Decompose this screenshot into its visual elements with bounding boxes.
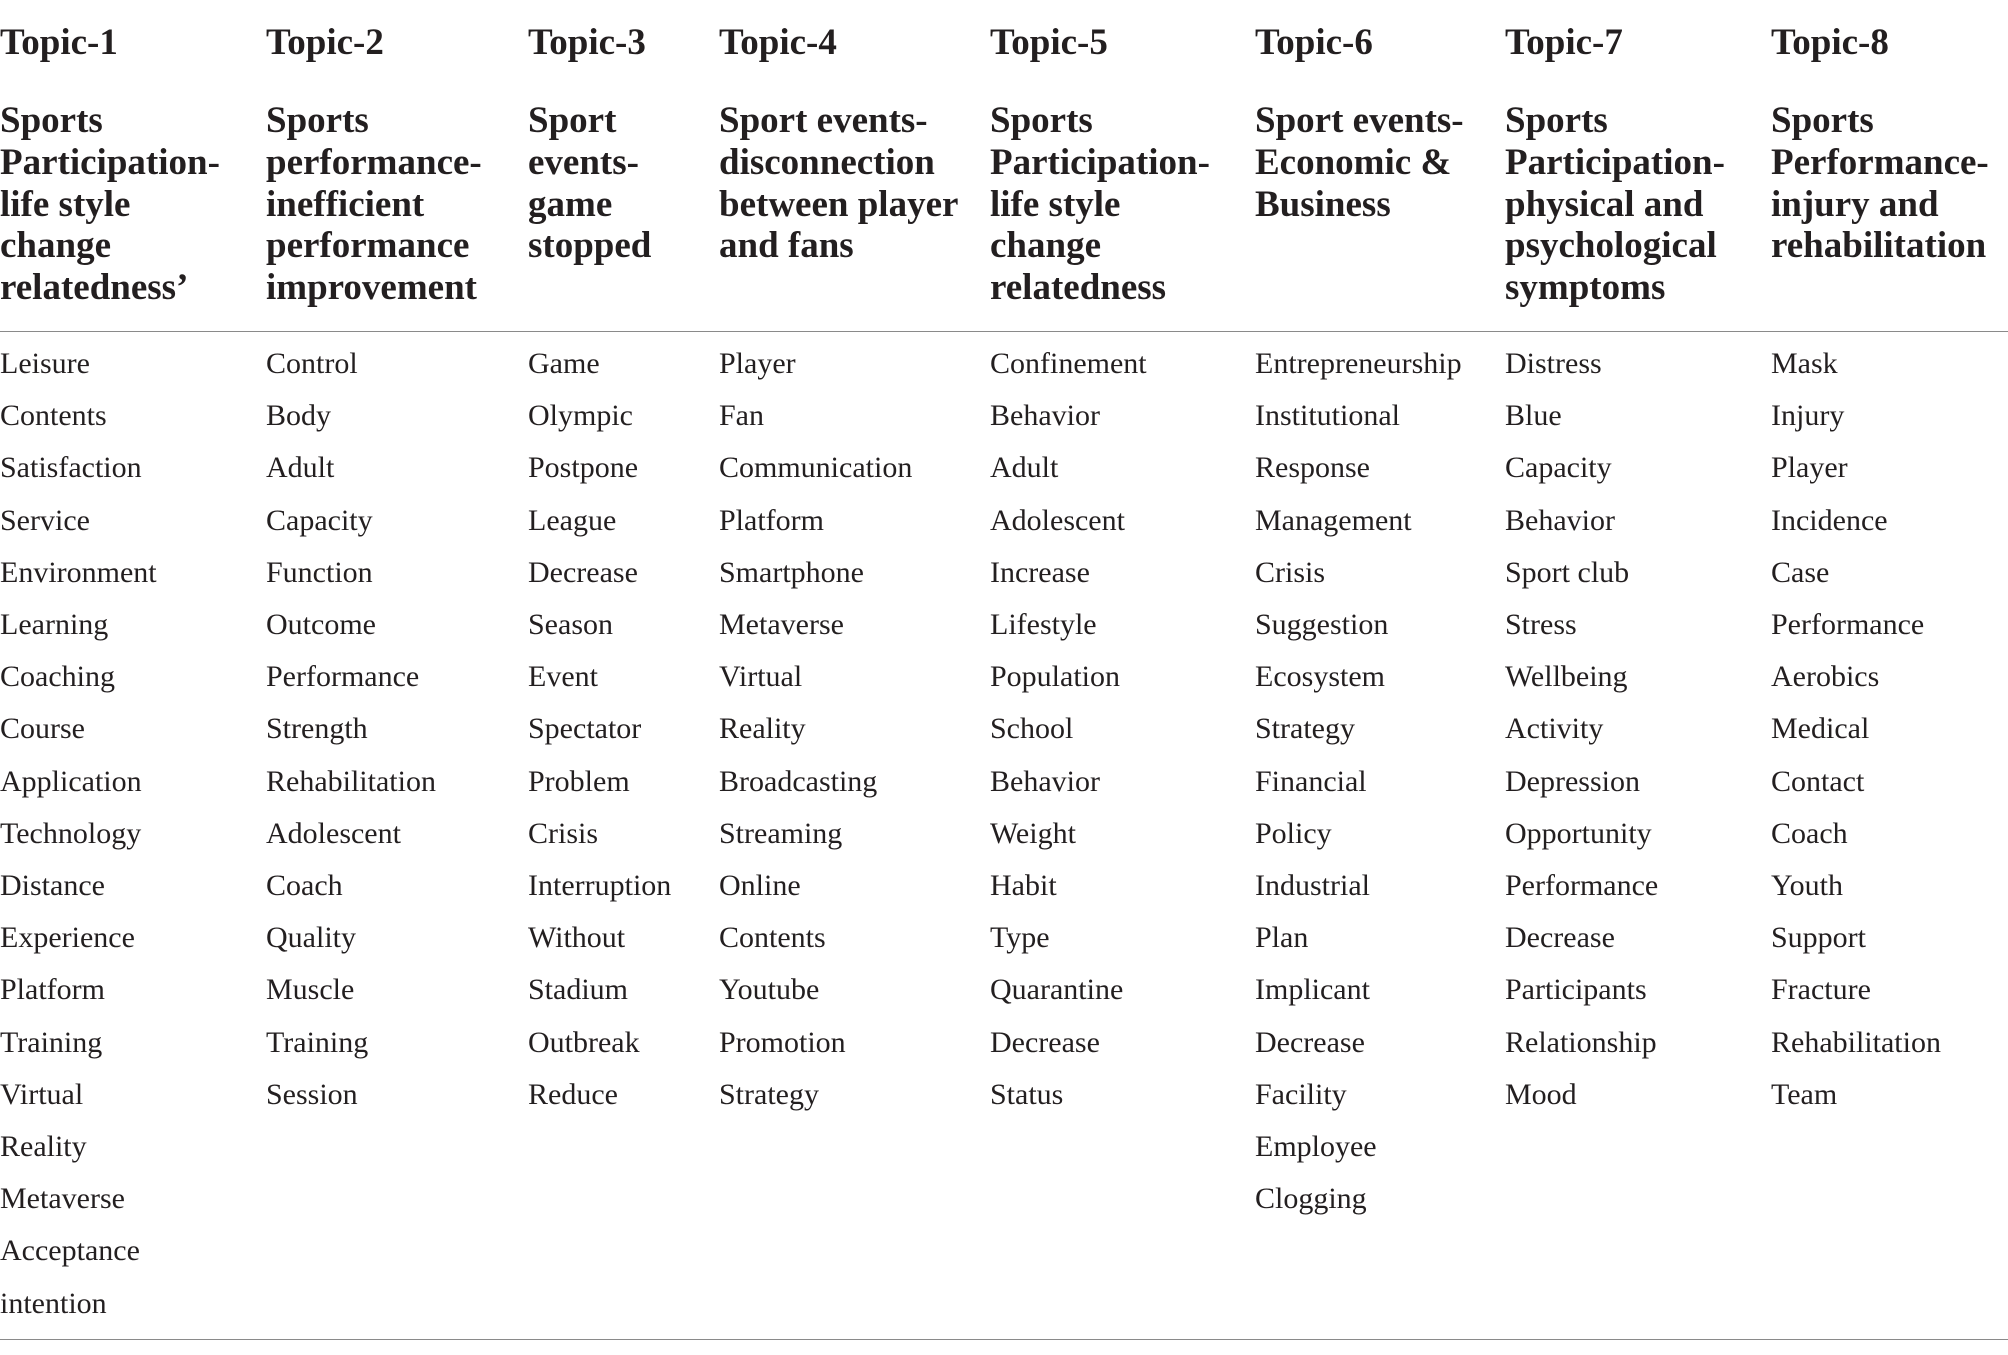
keyword: Status (990, 1077, 1064, 1111)
topic-2-name (266, 100, 516, 309)
keyword: Behavior (990, 764, 1100, 798)
keyword: Learning (0, 608, 109, 642)
topic-name-line: Business (1255, 183, 1391, 225)
topic-name-line: Sports (0, 100, 103, 141)
topic-8-name (1771, 100, 2003, 267)
keyword: Game (528, 347, 600, 380)
keyword: Confinement (990, 347, 1147, 380)
keyword: Quarantine (990, 973, 1124, 1007)
topic-name-line: psychological (1505, 225, 1717, 267)
topic-name-line: life style (0, 183, 131, 225)
keyword: Decrease (990, 1025, 1100, 1059)
topic-4-label: Topic-4 (719, 22, 837, 63)
keyword: Activity (1505, 712, 1604, 746)
keyword: Capacity (266, 503, 373, 537)
keyword: Coach (266, 869, 343, 903)
keyword: Reality (0, 1130, 87, 1164)
keyword: School (990, 712, 1074, 746)
topic-name-line: Sport events- (719, 100, 928, 141)
keyword: Weight (990, 816, 1076, 850)
topic-5-name (990, 100, 1240, 309)
keyword: Strategy (719, 1077, 819, 1111)
keyword: Performance (1505, 869, 1659, 903)
keyword: Ecosystem (1255, 660, 1385, 694)
keyword: Sport club (1505, 555, 1630, 589)
topic-name-line: Sports (1505, 100, 1608, 141)
topic-3-name (528, 100, 708, 267)
keyword: Opportunity (1505, 816, 1652, 850)
keyword: Player (719, 347, 796, 380)
keyword: Policy (1255, 816, 1332, 850)
keyword: Plan (1255, 921, 1309, 955)
topic-2-keywords (266, 338, 436, 1121)
keyword: Case (1771, 555, 1830, 589)
keyword: Training (0, 1025, 103, 1059)
keyword: Postpone (528, 451, 639, 485)
topic-name-line: performance (266, 225, 470, 267)
keyword: Stadium (528, 973, 629, 1007)
keyword: Service (0, 503, 90, 537)
topic-6-keywords (1255, 338, 1462, 1225)
topic-name-line: game (528, 183, 613, 225)
keyword: Wellbeing (1505, 660, 1628, 694)
keyword: Outbreak (528, 1025, 640, 1059)
keyword: intention (0, 1286, 107, 1320)
keyword: Support (1771, 921, 1867, 955)
topic-2-label: Topic-2 (266, 22, 384, 63)
keyword: Incidence (1771, 503, 1888, 537)
keyword: Fracture (1771, 973, 1871, 1007)
keyword: Blue (1505, 399, 1562, 433)
keyword: Increase (990, 555, 1090, 589)
topic-name-line: injury and (1771, 183, 1939, 225)
keyword: Entrepreneurship (1255, 347, 1462, 380)
keyword: Player (1771, 451, 1848, 485)
keyword: Adult (990, 451, 1059, 485)
topic-name-line: Sports (266, 100, 369, 141)
topic-5-keywords (990, 338, 1147, 1121)
keyword: Capacity (1505, 451, 1612, 485)
keyword: Virtual (0, 1077, 84, 1111)
keyword: Team (1771, 1077, 1838, 1111)
keyword: Performance (1771, 608, 1925, 642)
keyword: Institutional (1255, 399, 1400, 433)
keyword: Olympic (528, 399, 633, 433)
keyword: Strategy (1255, 712, 1355, 746)
keyword: Youth (1771, 869, 1843, 903)
keyword: Crisis (528, 816, 599, 850)
topic-name-line: stopped (528, 225, 652, 267)
keyword: Interruption (528, 869, 672, 903)
table-bottom-rule (0, 1339, 2008, 1340)
topic-3-label: Topic-3 (528, 22, 646, 63)
keyword: Population (990, 660, 1121, 694)
keyword: Facility (1255, 1077, 1347, 1111)
keyword: Adult (266, 451, 335, 485)
keyword: Aerobics (1771, 660, 1880, 694)
keyword: Experience (0, 921, 135, 955)
keyword: Broadcasting (719, 764, 878, 798)
keyword: Contact (1771, 764, 1865, 798)
topic-name-line: improvement (266, 267, 477, 309)
keyword: Satisfaction (0, 451, 142, 485)
keyword: Depression (1505, 764, 1640, 798)
keyword: Platform (0, 973, 105, 1007)
topic-name-line: physical and (1505, 183, 1704, 225)
keyword: Session (266, 1077, 358, 1111)
topic-name-line: and fans (719, 225, 854, 267)
topic-name-line: events- (528, 141, 639, 183)
keyword: Contents (719, 921, 826, 955)
keyword: Distress (1505, 347, 1602, 380)
keyword: Rehabilitation (266, 764, 436, 798)
keyword: Relationship (1505, 1025, 1657, 1059)
keyword: Event (528, 660, 598, 694)
topic-4-name (719, 100, 981, 267)
keyword: Injury (1771, 399, 1845, 433)
keyword: Decrease (1255, 1025, 1365, 1059)
keyword: Implicant (1255, 973, 1370, 1007)
keyword: Decrease (528, 555, 638, 589)
keyword: Platform (719, 503, 824, 537)
keyword: Employee (1255, 1130, 1377, 1164)
keyword: Strength (266, 712, 368, 746)
keyword: Lifestyle (990, 608, 1097, 642)
keyword: Participants (1505, 973, 1647, 1007)
keyword: Function (266, 555, 373, 589)
keyword: Medical (1771, 712, 1870, 746)
topic-name-line: Sports (1771, 100, 1874, 141)
topic-4-keywords (719, 338, 912, 1121)
keyword: Control (266, 347, 358, 380)
keyword: Rehabilitation (1771, 1025, 1941, 1059)
keyword: Youtube (719, 973, 820, 1007)
keyword: Behavior (1505, 503, 1615, 537)
topic-name-line: between player (719, 183, 959, 225)
keyword: Financial (1255, 764, 1367, 798)
topic-7-keywords (1505, 338, 1658, 1121)
keyword: Course (0, 712, 85, 746)
topic-5-label: Topic-5 (990, 22, 1108, 63)
keyword: Type (990, 921, 1050, 955)
keyword: Metaverse (719, 608, 844, 642)
keyword: Mask (1771, 347, 1838, 380)
keyword: League (528, 503, 617, 537)
topic-name-line: Sport events- (1255, 100, 1464, 141)
topic-6-name (1255, 100, 1495, 225)
keyword: Body (266, 399, 332, 433)
keyword: Season (528, 608, 613, 642)
keyword: Adolescent (990, 503, 1125, 537)
keyword: Communication (719, 451, 913, 485)
keyword: Suggestion (1255, 608, 1389, 642)
topic-name-line: Participation- (990, 141, 1210, 183)
keyword: Performance (266, 660, 420, 694)
keyword: Metaverse (0, 1182, 125, 1216)
topic-name-line: change (0, 225, 111, 267)
keyword: Behavior (990, 399, 1100, 433)
keyword: Distance (0, 869, 105, 903)
topic-7-name (1505, 100, 1755, 309)
keyword: Contents (0, 399, 107, 433)
topic-name-line: disconnection (719, 141, 935, 183)
topic-name-line: Participation- (0, 141, 220, 183)
topic-name-line: Sports (990, 100, 1093, 141)
keyword: Clogging (1255, 1182, 1367, 1216)
topic-name-line: performance- (266, 141, 482, 183)
keyword: Environment (0, 555, 157, 589)
topic-name-line: Performance- (1771, 141, 1989, 183)
keyword: Muscle (266, 973, 355, 1007)
topic-name-line: relatedness’ (0, 267, 189, 309)
keyword: Adolescent (266, 816, 401, 850)
topic-3-keywords (528, 338, 671, 1121)
topic-name-line: symptoms (1505, 267, 1666, 309)
keyword: Reduce (528, 1077, 618, 1111)
keyword: Promotion (719, 1025, 846, 1059)
keyword: Crisis (1255, 555, 1326, 589)
keyword: Without (528, 921, 626, 955)
topic-label-row (0, 18, 2008, 68)
keyword: Application (0, 764, 142, 798)
keyword: Habit (990, 869, 1057, 903)
keyword: Problem (528, 764, 630, 798)
keyword: Leisure (0, 347, 90, 380)
topic-name-line: Participation- (1505, 141, 1725, 183)
topic-6-label: Topic-6 (1255, 22, 1373, 63)
keyword: Training (266, 1025, 369, 1059)
keyword: Streaming (719, 816, 843, 850)
keyword: Coaching (0, 660, 115, 694)
keyword: Response (1255, 451, 1370, 485)
keyword: Quality (266, 921, 356, 955)
keyword: Mood (1505, 1077, 1577, 1111)
keyword: Online (719, 869, 801, 903)
topic-name-line: change (990, 225, 1101, 267)
topic-name-line: Sport (528, 100, 617, 141)
keyword: Management (1255, 503, 1412, 537)
topic-1-label: Topic-1 (0, 22, 118, 63)
keyword: Spectator (528, 712, 642, 746)
keyword: Outcome (266, 608, 376, 642)
topic-1-keywords (0, 338, 157, 1330)
topic-7-label: Topic-7 (1505, 22, 1623, 63)
keyword: Industrial (1255, 869, 1370, 903)
topic-name-line: inefficient (266, 183, 425, 225)
keyword: Decrease (1505, 921, 1615, 955)
topic-name-line: rehabilitation (1771, 225, 1987, 267)
topic-8-label: Topic-8 (1771, 22, 1889, 63)
keyword: Smartphone (719, 555, 864, 589)
keyword: Fan (719, 399, 764, 433)
header-divider (0, 331, 2008, 332)
topic-1-name (0, 100, 230, 309)
keyword: Coach (1771, 816, 1848, 850)
keyword: Acceptance (0, 1234, 140, 1268)
keyword: Technology (0, 816, 142, 850)
topic-name-line: relatedness (990, 267, 1167, 309)
keyword: Stress (1505, 608, 1577, 642)
keyword: Reality (719, 712, 806, 746)
topic-8-keywords (1771, 338, 1941, 1121)
topic-name-line: life style (990, 183, 1121, 225)
keyword: Virtual (719, 660, 803, 694)
topic-name-line: Economic & (1255, 141, 1452, 183)
